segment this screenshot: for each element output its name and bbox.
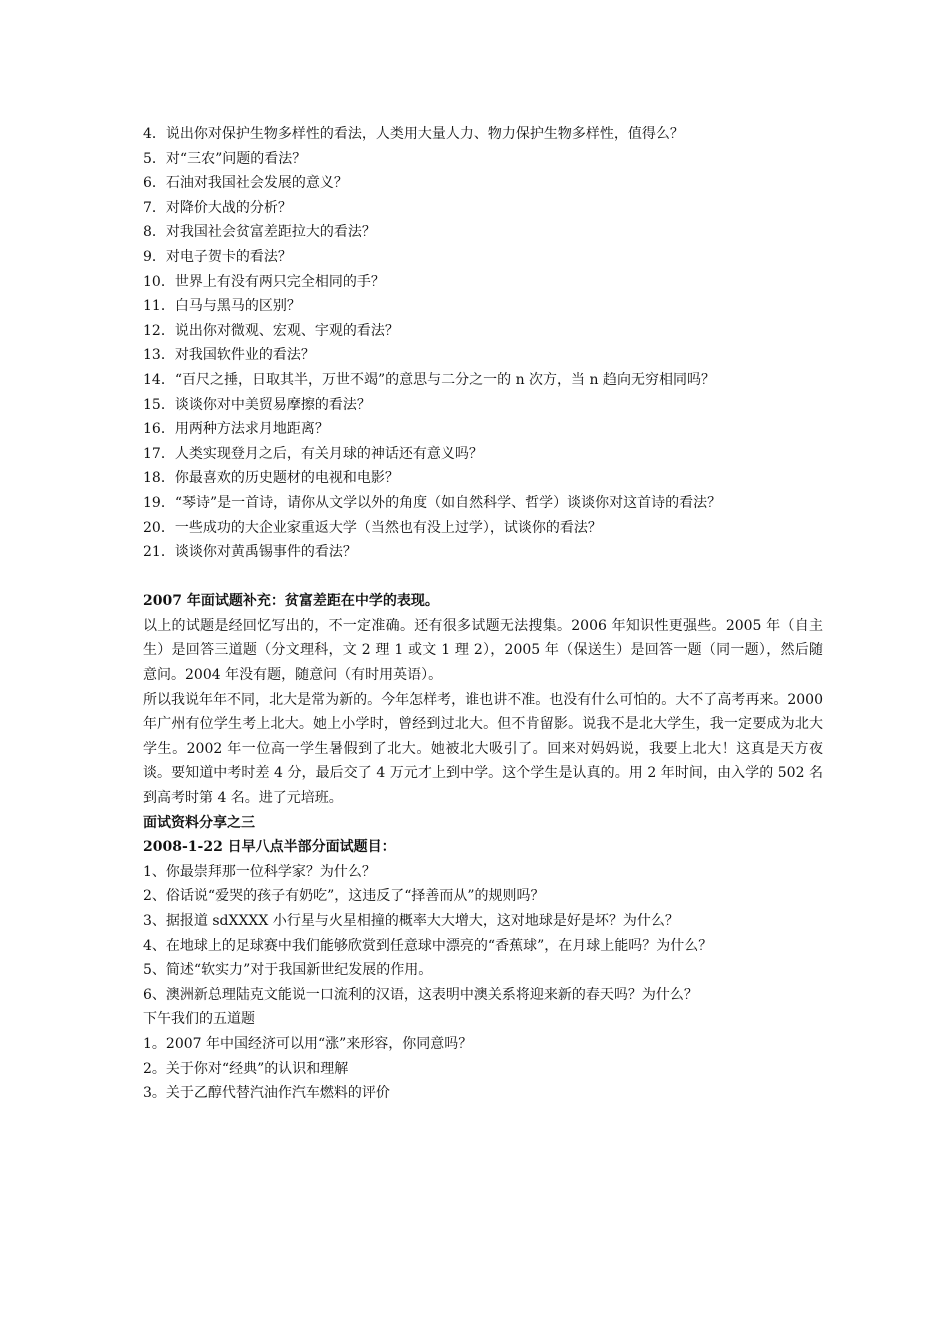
question-item: 21．谈谈你对黄禹锡事件的看法？ (143, 544, 357, 561)
question-item: 2。关于你对“经典”的认识和理解 (143, 1060, 349, 1077)
spacer (143, 565, 823, 590)
question-item: 13．对我国软件业的看法？ (143, 347, 315, 364)
section-heading: 面试资料分享之三 (143, 814, 255, 831)
question-item: 17．人类实现登月之后，有关月球的神话还有意义吗？ (143, 445, 483, 462)
question-item: 8．对我国社会贫富差距拉大的看法？ (143, 224, 376, 241)
question-item: 6、澳洲新总理陆克文能说一口流利的汉语，这表明中澳关系将迎来新的春天吗？为什么？ (143, 986, 698, 1003)
question-item: 15．谈谈你对中美贸易摩擦的看法？ (143, 396, 371, 413)
morning-heading: 2008-1-22 日早八点半部分面试题目： (143, 839, 396, 856)
question-item: 18．你最喜欢的历史题材的电视和电影？ (143, 470, 399, 487)
question-item: 1、你最崇拜那一位科学家？为什么？ (143, 863, 376, 880)
question-item: 1。2007 年中国经济可以用“涨”来形容，你同意吗？ (143, 1035, 473, 1052)
morning-question-list (143, 860, 823, 1008)
question-item: 7．对降价大战的分析？ (143, 199, 292, 216)
question-item: 16．用两种方法求月地距离？ (143, 421, 329, 438)
question-item: 12．说出你对微观、宏观、宇观的看法？ (143, 322, 399, 339)
question-item: 2、俗话说“爱哭的孩子有奶吃”，这违反了“择善而从”的规则吗？ (143, 888, 545, 905)
question-item: 4、在地球上的足球赛中我们能够欣赏到任意球中漂亮的“香蕉球”，在月球上能吗？为什么？ (143, 937, 713, 954)
document-page (143, 122, 823, 1106)
question-item: 9．对电子贺卡的看法？ (143, 248, 292, 265)
question-item: 19．“琴诗”是一首诗，请你从文学以外的角度（如自然科学、哲学）谈谈你对这首诗的看法？ (143, 494, 722, 511)
question-list-part1 (143, 122, 823, 565)
question-item: 3。关于乙醇代替汽油作汽车燃料的评价 (143, 1085, 390, 1102)
question-item: 10．世界上有没有两只完全相同的手？ (143, 273, 385, 290)
question-item: 5．对“三农”问题的看法？ (143, 150, 307, 167)
question-item: 20．一些成功的大企业家重返大学（当然也有没上过学），试谈你的看法？ (143, 519, 602, 536)
question-item: 11．白马与黑马的区别？ (143, 298, 301, 315)
question-item: 4．说出你对保护生物多样性的看法，人类用大量人力、物力保护生物多样性，值得么？ (143, 126, 684, 142)
question-item: 3、据报道 sdXXXX 小行星与火星相撞的概率大大增大，这对地球是好是坏？为什么？ (143, 913, 679, 929)
body-paragraph: 所以我说年年不同，北大是常为新的。今年怎样考，谁也讲不准。也没有什么可怕的。大不了高考再来。2000 年广州有位学生考上北大。她上小学时，曾经到过北大。但不肯留影。说我不是北大学生，我一定要成为北大学生。2002 年一位高一学生暑假到了北大。她被北大吸引了。回来对妈妈说，我要上北大！这真是天方夜谈。要知道中考时差 4 分，最后交了 4 万元才上到中学。这个学生是认真的。用 2 年时间，由入学的 502 名到高考时第 4 名。进了元培班。 (143, 691, 823, 807)
supplement-heading: 2007 年面试题补充：贫富差距在中学的表现。 (143, 593, 439, 610)
question-item: 6．石油对我国社会发展的意义？ (143, 175, 348, 192)
afternoon-question-list (143, 1032, 823, 1106)
question-item: 14．“百尺之捶，日取其半，万世不竭”的意思与二分之一的 n 次方，当 n 趋向无穷相同吗？ (143, 371, 715, 388)
question-item: 5、简述“软实力”对于我国新世纪发展的作用。 (143, 962, 433, 979)
body-paragraph: 以上的试题是经回忆写出的，不一定准确。还有很多试题无法搜集。2006 年知识性更强些。2005 年（自主生）是回答三道题（分文理科，文 2 理 1 或文 1 理 2），2005 年（保送生）是回答一题（同一题），然后随意问。2004 年没有题，随意问（有时用英语）。 (143, 617, 823, 684)
afternoon-heading: 下午我们的五道题 (143, 1011, 255, 1028)
